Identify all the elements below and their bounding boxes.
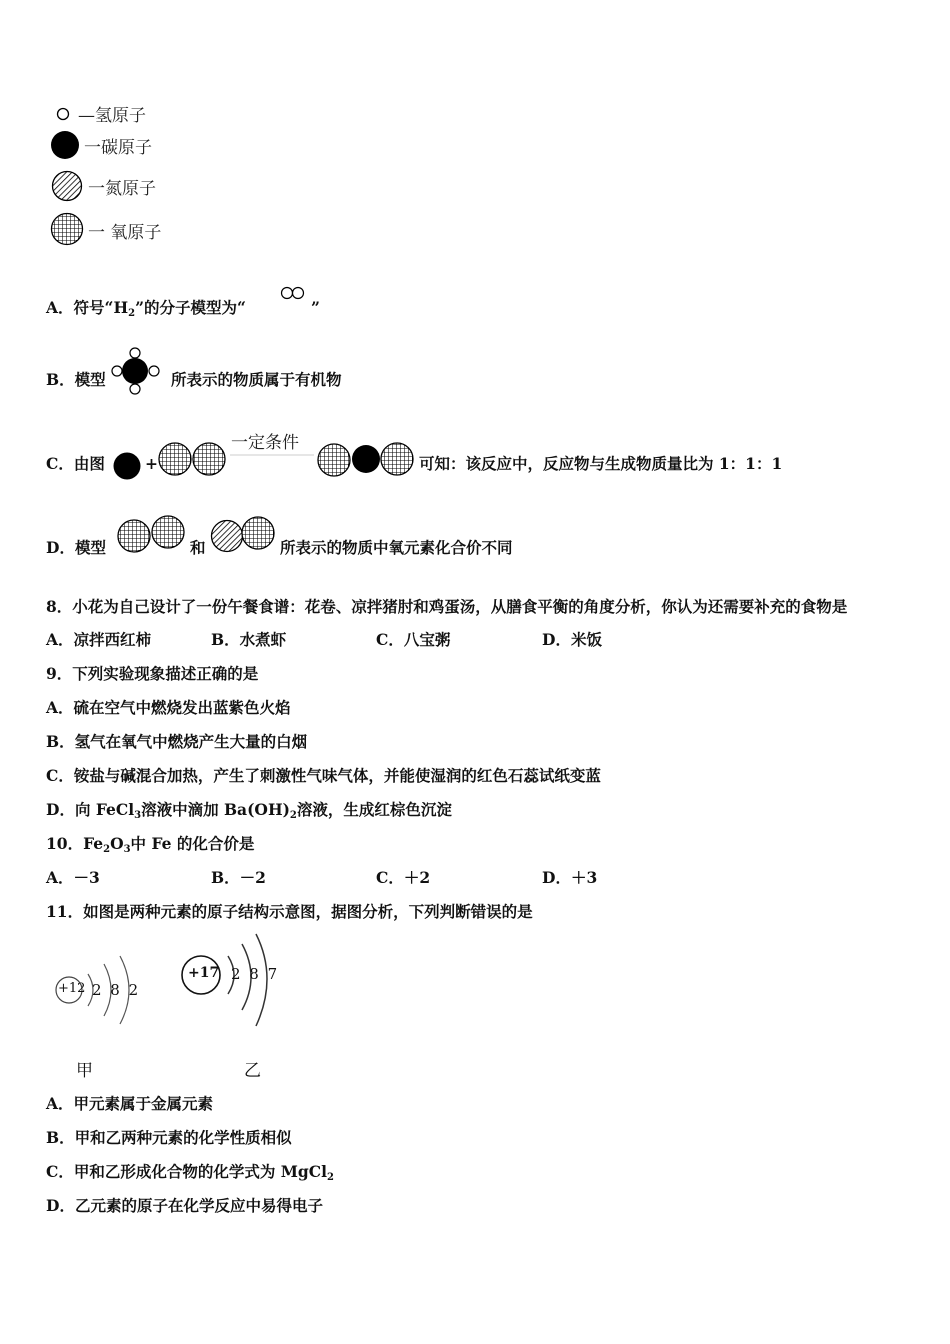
q10-option-d: D．＋3 xyxy=(542,868,598,887)
q9-option-b: B．氢气在氧气中燃烧产生大量的白烟 xyxy=(46,732,308,751)
h2-molecule-icon xyxy=(280,286,306,300)
atom-yi-nucleus: +17 xyxy=(188,965,220,981)
q11-option-d: D．乙元素的原子在化学反应中易得电子 xyxy=(46,1196,323,1215)
q7-option-a: A．符号“$H_2$”的分子模型为“ xyxy=(46,298,246,319)
legend-oxygen: 一 氧原子 xyxy=(88,223,162,243)
q9-option-d: D．向 FeCl$_3$溶液中滴加 $Ba(OH)_2$溶液，生成红棕色沉淀 xyxy=(46,800,452,821)
atom-jia-label: 甲 xyxy=(76,1061,93,1081)
q11-stem: 11．如图是两种元素的原子结构示意图，据图分析，下列判断错误的是 xyxy=(46,902,533,921)
nitric-oxide-molecule-icon xyxy=(209,514,277,554)
atom-yi-shells: 2 8 7 xyxy=(231,965,278,983)
oxygen-molecule-model-icon xyxy=(116,514,188,554)
reaction-condition: 一定条件 xyxy=(231,433,299,453)
q7-option-c-plus: + xyxy=(145,454,158,473)
q8-option-c: C．八宝粥 xyxy=(376,630,451,649)
q11-option-c: C．甲和乙形成化合物的化学式为 MgCl$_2$ xyxy=(46,1162,334,1183)
legend-hydrogen: —氢原子 xyxy=(78,106,146,126)
q10-stem: 10．$Fe_2O_3$中 Fe 的化合价是 xyxy=(46,834,255,855)
carbon-atom-icon xyxy=(50,130,80,160)
atom-jia-nucleus: +12 xyxy=(58,981,86,996)
q8-option-a: A．凉拌西红柿 xyxy=(46,630,152,649)
atom-yi-label: 乙 xyxy=(244,1061,261,1081)
q8-option-b: B．水煮虾 xyxy=(211,630,287,649)
q7-option-d-and: 和 xyxy=(190,538,206,557)
reaction-arrow-icon xyxy=(228,452,318,458)
q10-option-c: C．＋2 xyxy=(376,868,431,887)
q10-option-a: A．－3 xyxy=(46,868,100,887)
q11-option-a: A．甲元素属于金属元素 xyxy=(46,1094,214,1113)
legend-nitrogen: 一氮原子 xyxy=(88,179,156,199)
carbon-dioxide-molecule-icon xyxy=(316,440,416,478)
q8-option-d: D．米饭 xyxy=(542,630,602,649)
q9-stem: 9．下列实验现象描述正确的是 xyxy=(46,664,259,683)
q7-option-a-close: ” xyxy=(311,298,320,317)
q7-option-d-prefix: D．模型 xyxy=(46,538,106,557)
hydrogen-atom-icon xyxy=(56,107,70,121)
q7-option-b-suffix: 所表示的物质属于有机物 xyxy=(171,370,342,389)
q7-option-c-suffix: 可知：该反应中，反应物与生成物质量比为 1：1：1 xyxy=(419,454,783,473)
q8-stem: 8．小花为自己设计了一份午餐食谱：花卷、凉拌猪肘和鸡蛋汤，从膳食平衡的角度分析，你认为还需要补充的食物是 xyxy=(46,597,848,616)
q7-option-c-prefix: C．由图 xyxy=(46,454,105,473)
methane-model-icon xyxy=(110,345,164,399)
q9-option-a: A．硫在空气中燃烧发出蓝紫色火焰 xyxy=(46,698,291,717)
q10-option-b: B．－2 xyxy=(211,868,266,887)
oxygen-molecule-icon xyxy=(158,441,228,477)
nitrogen-atom-icon xyxy=(51,170,83,202)
q7-option-b-prefix: B．模型 xyxy=(46,370,106,389)
q11-option-b: B．甲和乙两种元素的化学性质相似 xyxy=(46,1128,292,1147)
legend-carbon: 一碳原子 xyxy=(84,138,152,158)
carbon-atom-reactant-icon xyxy=(112,451,142,481)
atom-jia-shells: 2 8 2 xyxy=(92,981,139,999)
oxygen-atom-icon xyxy=(50,212,84,246)
q7-option-d-suffix: 所表示的物质中氧元素化合价不同 xyxy=(280,538,513,557)
q9-option-c: C．铵盐与碱混合加热，产生了刺激性气味气体，并能使湿润的红色石蕊试纸变蓝 xyxy=(46,766,601,785)
